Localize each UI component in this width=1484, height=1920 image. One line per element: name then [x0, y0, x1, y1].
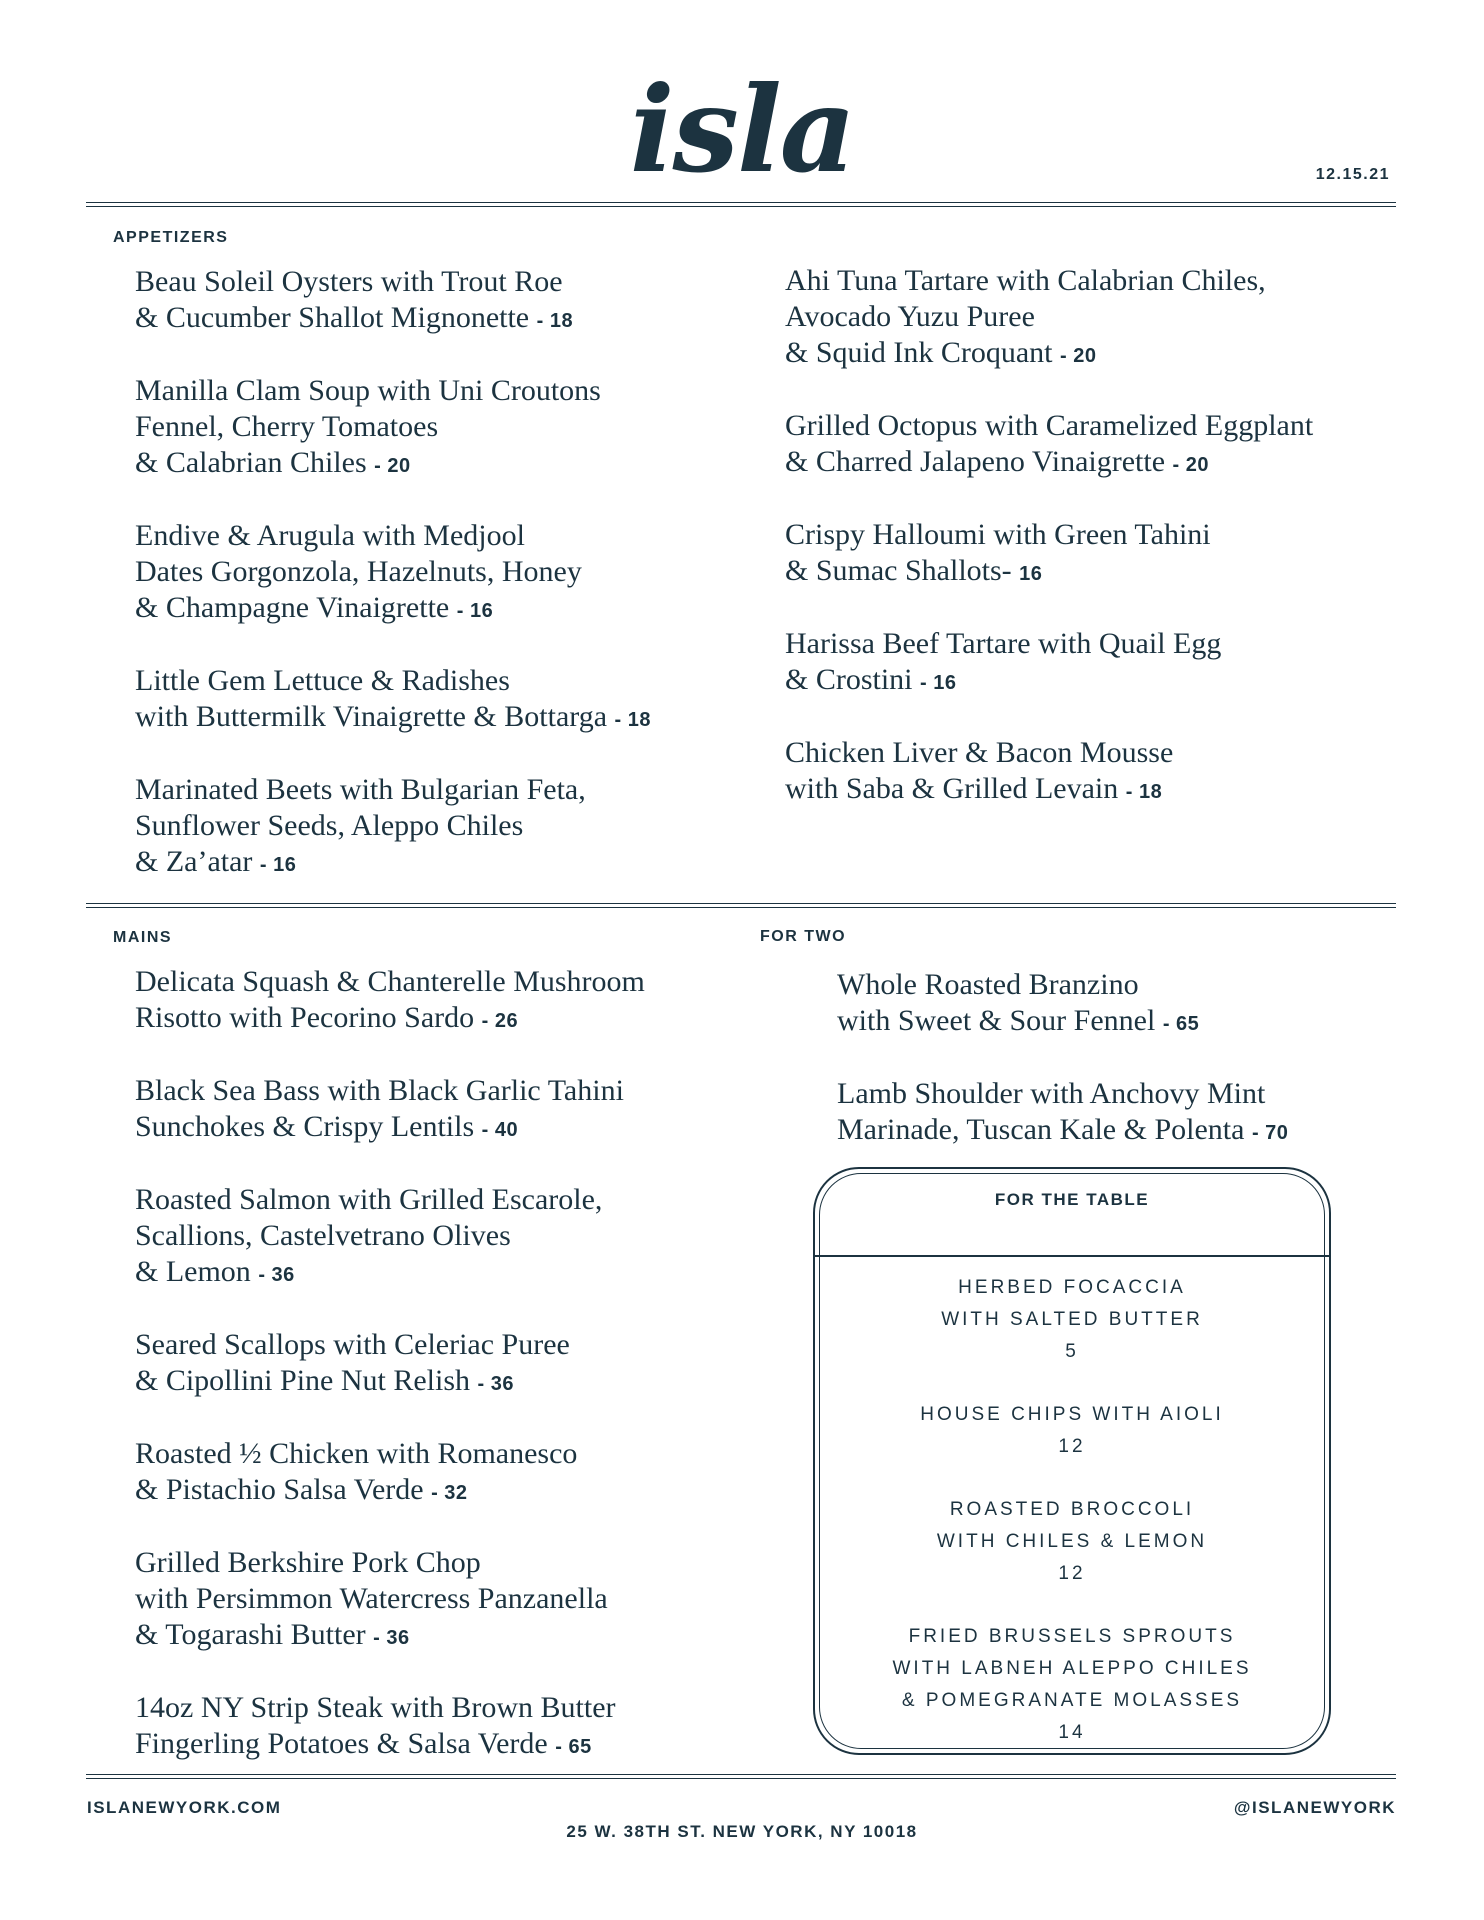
item-line: & Calabrian Chiles	[135, 446, 375, 479]
item-price: - 36	[373, 1627, 410, 1649]
main-item	[135, 1690, 616, 1765]
item-line: & Sumac Shallots-	[785, 554, 1012, 587]
item-line: Roasted Salmon with Grilled Escarole,	[135, 1183, 603, 1216]
item-line: Manilla Clam Soup with Uni Croutons	[135, 374, 601, 407]
appetizer-item	[785, 626, 1221, 701]
main-item	[135, 964, 645, 1039]
side-item	[813, 1621, 1331, 1749]
item-line: & Squid Ink Croquant	[785, 336, 1053, 369]
item-price: - 40	[481, 1119, 519, 1141]
item-line: with Saba & Grilled Levain	[785, 772, 1119, 805]
item-line: Roasted ½ Chicken with Romanesco	[135, 1437, 578, 1470]
item-line: Grilled Berkshire Pork Chop	[135, 1546, 481, 1579]
footer-divider	[86, 1774, 1396, 1779]
item-line: Lamb Shoulder with Anchovy Mint	[837, 1077, 1266, 1110]
social-handle[interactable]: @ISLANEWYORK	[1233, 1798, 1396, 1817]
item-line: Little Gem Lettuce & Radishes	[135, 664, 510, 697]
item-price: 16	[1019, 563, 1043, 585]
side-item	[813, 1272, 1331, 1368]
side-item	[813, 1494, 1331, 1590]
for-the-table-label: FOR THE TABLE	[994, 1190, 1150, 1209]
item-price: - 36	[258, 1264, 295, 1286]
item-line: & Pistachio Salsa Verde	[135, 1473, 424, 1506]
item-line: Marinade, Tuscan Kale & Polenta	[837, 1113, 1245, 1146]
item-line: & Crostini	[785, 663, 913, 696]
item-line: Dates Gorgonzola, Hazelnuts, Honey	[135, 555, 582, 588]
item-line: with Buttermilk Vinaigrette & Bottarga	[135, 700, 608, 733]
item-price: - 18	[614, 709, 651, 731]
mains-label: MAINS	[113, 929, 173, 946]
item-price: - 65	[555, 1736, 592, 1758]
appetizers-label: APPETIZERS	[113, 229, 229, 246]
appetizer-item	[135, 373, 601, 484]
side-item	[813, 1399, 1331, 1463]
side-price: 12	[1058, 1563, 1086, 1584]
side-line: FRIED BRUSSELS SPROUTS	[908, 1626, 1236, 1647]
item-line: 14oz NY Strip Steak with Brown Butter	[135, 1691, 616, 1724]
appetizer-item	[785, 263, 1266, 374]
side-line: WITH CHILES & LEMON	[936, 1531, 1208, 1552]
item-line: Fingerling Potatoes & Salsa Verde	[135, 1727, 548, 1760]
item-line: Seared Scallops with Celeriac Puree	[135, 1328, 570, 1361]
address: 25 W. 38TH ST. NEW YORK, NY 10018	[566, 1822, 918, 1841]
appetizer-item	[135, 264, 573, 339]
side-price: 5	[1065, 1341, 1079, 1362]
main-item	[135, 1436, 577, 1511]
restaurant-logo: isla	[629, 60, 855, 199]
side-line: ROASTED BROCCOLI	[949, 1499, 1195, 1520]
item-line: Black Sea Bass with Black Garlic Tahini	[135, 1074, 624, 1107]
header-divider	[86, 202, 1396, 207]
item-line: Scallions, Castelvetrano Olives	[135, 1219, 511, 1252]
for-two-label: FOR TWO	[760, 928, 847, 945]
item-line: & Togarashi Butter	[135, 1618, 366, 1651]
item-price: - 36	[477, 1373, 514, 1395]
item-line: Endive & Arugula with Medjool	[135, 519, 525, 552]
item-line: Delicata Squash & Chanterelle Mushroom	[135, 965, 645, 998]
item-line: Sunchokes & Crispy Lentils	[135, 1110, 475, 1143]
appetizer-item	[785, 517, 1211, 592]
item-price: - 18	[536, 310, 574, 332]
appetizer-item	[135, 772, 586, 883]
item-price: - 20	[374, 455, 411, 477]
item-price: - 16	[259, 854, 297, 876]
appetizer-item	[785, 408, 1313, 483]
appetizer-item	[785, 735, 1173, 810]
item-line: Avocado Yuzu Puree	[785, 300, 1035, 333]
item-line: & Charred Jalapeno Vinaigrette	[785, 445, 1166, 478]
appetizer-item	[135, 663, 651, 738]
side-line: & POMEGRANATE MOLASSES	[901, 1690, 1243, 1711]
item-line: Harissa Beef Tartare with Quail Egg	[785, 627, 1222, 660]
menu-date: 12.15.21	[1315, 166, 1390, 183]
item-line: Whole Roasted Branzino	[837, 968, 1139, 1001]
main-item	[135, 1327, 570, 1402]
item-line: Chicken Liver & Bacon Mousse	[785, 736, 1174, 769]
item-price: - 20	[1060, 345, 1097, 367]
item-line: Beau Soleil Oysters with Trout Roe	[135, 265, 563, 298]
item-line: Ahi Tuna Tartare with Calabrian Chiles,	[785, 264, 1266, 297]
item-line: with Persimmon Watercress Panzanella	[135, 1582, 608, 1615]
item-line: Fennel, Cherry Tomatoes	[135, 410, 439, 443]
website-link[interactable]: ISLANEWYORK.COM	[87, 1798, 282, 1817]
item-line: Crispy Halloumi with Green Tahini	[785, 518, 1211, 551]
for-two-item	[837, 1076, 1288, 1151]
main-item	[135, 1073, 624, 1148]
side-price: 12	[1058, 1436, 1086, 1457]
item-line: & Lemon	[135, 1255, 251, 1288]
side-price: 14	[1058, 1722, 1086, 1743]
item-price: - 16	[920, 672, 957, 694]
item-line: & Champagne Vinaigrette	[135, 591, 450, 624]
for-two-item	[837, 967, 1199, 1042]
item-line: & Cipollini Pine Nut Relish	[135, 1364, 471, 1397]
item-price: - 26	[481, 1010, 519, 1032]
item-line: Grilled Octopus with Caramelized Eggplant	[785, 409, 1314, 442]
item-line: with Sweet & Sour Fennel	[837, 1004, 1156, 1037]
item-price: - 32	[431, 1482, 468, 1504]
item-line: Marinated Beets with Bulgarian Feta,	[135, 773, 586, 806]
main-item	[135, 1545, 608, 1656]
item-price: - 70	[1251, 1122, 1289, 1144]
item-price: - 20	[1172, 454, 1209, 476]
side-line: WITH LABNEH ALEPPO CHILES	[892, 1658, 1252, 1679]
item-line: & Cucumber Shallot Mignonette	[135, 301, 530, 334]
table-box-divider	[813, 1255, 1331, 1257]
item-price: - 65	[1162, 1013, 1200, 1035]
side-line: WITH SALTED BUTTER	[941, 1309, 1203, 1330]
item-line: Sunflower Seeds, Aleppo Chiles	[135, 809, 524, 842]
item-price: - 18	[1125, 781, 1163, 803]
side-line: HERBED FOCACCIA	[958, 1277, 1186, 1298]
section-divider	[86, 903, 1396, 908]
item-line: & Za’atar	[135, 845, 253, 878]
item-price: - 16	[456, 600, 494, 622]
appetizer-item	[135, 518, 582, 629]
side-line: HOUSE CHIPS WITH AIOLI	[920, 1404, 1224, 1425]
main-item	[135, 1182, 602, 1293]
item-line: Risotto with Pecorino Sardo	[135, 1001, 475, 1034]
